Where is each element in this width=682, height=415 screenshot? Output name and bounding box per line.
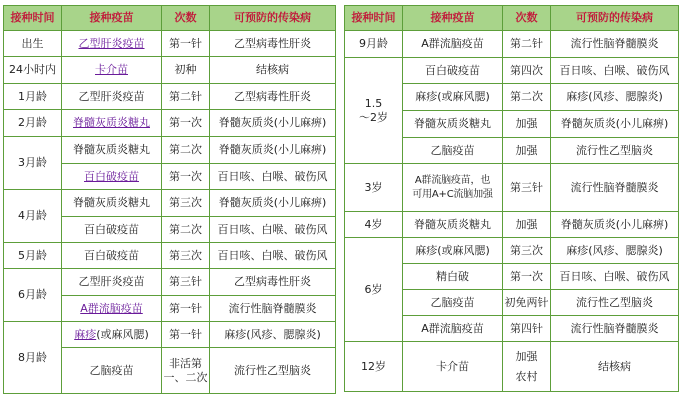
count-cell: 初免两针 — [503, 290, 551, 316]
header-vaccine: 接种疫苗 — [403, 6, 503, 31]
count-cell: 第一针 — [162, 31, 210, 57]
vaccine-cell: 百白破疫苗 — [62, 243, 162, 269]
header-count: 次数 — [503, 6, 551, 31]
table-row — [345, 164, 679, 212]
time-cell: 4岁 — [345, 212, 403, 238]
vaccine-line-2: 可用A+C流脑加强 — [412, 188, 493, 200]
time-cell: 2月龄 — [4, 110, 62, 137]
time-cell: 9月龄 — [345, 31, 403, 58]
disease-cell: 流行性脑脊髓膜炎 — [210, 296, 336, 322]
time-cell: 出生 — [4, 31, 62, 57]
disease-cell: 流行性脑脊髓膜炎 — [551, 164, 679, 212]
count-cell: 第一针 — [162, 296, 210, 322]
count-line-2: 一、二次 — [163, 370, 208, 384]
vaccine-cell — [62, 322, 162, 348]
vaccine-note: (或麻风腮) — [96, 327, 149, 341]
vaccine-cell — [62, 164, 162, 190]
disease-cell: 百日咳、白喉、破伤风 — [551, 58, 679, 84]
disease-cell: 流行性乙型脑炎 — [551, 138, 679, 164]
table-row — [4, 84, 336, 110]
time-cell: 3月龄 — [4, 137, 62, 190]
vaccine-cell: 脊髓灰质炎糖丸 — [62, 190, 162, 217]
count-cell — [503, 342, 551, 392]
disease-cell: 流行性脑脊髓膜炎 — [551, 31, 679, 58]
count-cell: 第二次 — [162, 217, 210, 243]
time-cell: 6岁 — [345, 238, 403, 342]
left-schedule-table — [3, 5, 336, 394]
time-cell: 3岁 — [345, 164, 403, 212]
table-row — [345, 31, 679, 58]
vaccine-cell: 卡介苗 — [403, 342, 503, 392]
vaccine-cell — [62, 57, 162, 84]
table-row — [4, 137, 336, 164]
vaccine-cell: 乙脑疫苗 — [403, 290, 503, 316]
table-row — [4, 57, 336, 84]
vaccine-cell — [62, 296, 162, 322]
header-vaccine: 接种疫苗 — [62, 6, 162, 31]
vaccine-line-1: A群流脑疫苗，也 — [414, 174, 491, 186]
vaccine-cell: A群流脑疫苗 — [403, 316, 503, 342]
disease-cell: 流行性脑脊髓膜炎 — [551, 316, 679, 342]
count-cell: 第三针 — [162, 269, 210, 296]
header-disease: 可预防的传染病 — [551, 6, 679, 31]
disease-cell: 乙型病毒性肝炎 — [210, 84, 336, 110]
vaccine-cell: 百白破疫苗 — [403, 58, 503, 84]
vaccine-cell — [62, 110, 162, 137]
count-cell: 加强 — [503, 111, 551, 138]
table-row — [4, 110, 336, 137]
disease-cell: 流行性乙型脑炎 — [210, 348, 336, 394]
count-cell: 加强 — [503, 138, 551, 164]
vaccine-link[interactable]: A群流脑疫苗 — [80, 301, 143, 315]
vaccine-cell: 乙脑疫苗 — [62, 348, 162, 394]
vaccine-cell: 乙脑疫苗 — [403, 138, 503, 164]
disease-cell: 脊髓灰质炎(小儿麻痹) — [210, 137, 336, 164]
time-line-1: 1.5 — [364, 96, 383, 110]
disease-cell: 流行性乙型脑炎 — [551, 290, 679, 316]
vaccine-cell: 乙型肝炎疫苗 — [62, 84, 162, 110]
right-schedule-table — [344, 5, 679, 392]
count-cell: 第二次 — [503, 84, 551, 111]
vaccine-link[interactable]: 麻疹 — [74, 327, 97, 341]
disease-cell: 脊髓灰质炎(小儿麻痹) — [210, 190, 336, 217]
count-cell: 第一次 — [162, 164, 210, 190]
vaccine-cell: 脊髓灰质炎糖丸 — [62, 137, 162, 164]
count-cell: 初种 — [162, 57, 210, 84]
time-cell: 12岁 — [345, 342, 403, 392]
disease-cell: 麻疹(风疹、腮腺炎) — [551, 238, 679, 264]
count-cell: 第四针 — [503, 316, 551, 342]
count-cell: 第三次 — [162, 190, 210, 217]
vaccine-cell: 脊髓灰质炎糖丸 — [403, 212, 503, 238]
count-cell: 第一次 — [503, 264, 551, 290]
table-row — [345, 212, 679, 238]
time-cell: 5月龄 — [4, 243, 62, 269]
disease-cell: 结核病 — [210, 57, 336, 84]
time-line-2: ～2岁 — [359, 110, 388, 124]
time-cell: 24小时内 — [4, 57, 62, 84]
disease-cell: 脊髓灰质炎(小儿麻痹) — [551, 111, 679, 138]
vaccine-link[interactable]: 卡介苗 — [95, 63, 128, 76]
count-cell: 第三次 — [503, 238, 551, 264]
table-row — [4, 243, 336, 269]
header-time: 接种时间 — [345, 6, 403, 31]
table-row — [4, 322, 336, 348]
disease-cell: 百日咳、白喉、破伤风 — [210, 243, 336, 269]
disease-cell: 结核病 — [551, 342, 679, 392]
header-time: 接种时间 — [4, 6, 62, 31]
count-line-1: 加强 — [515, 349, 538, 363]
table-row — [345, 238, 679, 264]
disease-cell: 麻疹(风疹、腮腺炎) — [210, 322, 336, 348]
vaccine-link[interactable]: 百白破疫苗 — [84, 169, 139, 183]
table-row — [345, 58, 679, 84]
vaccine-cell: 麻疹(或麻风腮) — [403, 238, 503, 264]
count-cell: 第一针 — [162, 322, 210, 348]
disease-cell: 脊髓灰质炎(小儿麻痹) — [551, 212, 679, 238]
vaccine-cell: 麻疹(或麻风腮) — [403, 84, 503, 111]
header-count: 次数 — [162, 6, 210, 31]
count-cell — [162, 348, 210, 394]
count-cell: 第一次 — [162, 110, 210, 137]
vaccine-link[interactable]: 脊髓灰质炎糖丸 — [73, 116, 150, 129]
count-cell: 第三针 — [503, 164, 551, 212]
disease-cell: 脊髓灰质炎(小儿麻痹) — [210, 110, 336, 137]
header-row — [4, 6, 336, 31]
count-line-2: 农村 — [515, 369, 538, 383]
vaccine-cell: 精白破 — [403, 264, 503, 290]
count-line-1: 非活第 — [169, 356, 202, 370]
disease-cell: 百日咳、白喉、破伤风 — [551, 264, 679, 290]
header-disease: 可预防的传染病 — [210, 6, 336, 31]
time-cell: 8月龄 — [4, 322, 62, 394]
header-row — [345, 6, 679, 31]
table-row — [345, 342, 679, 392]
count-cell: 第二次 — [162, 137, 210, 164]
count-cell: 第三次 — [162, 243, 210, 269]
vaccine-cell: A群流脑疫苗 — [403, 31, 503, 58]
time-cell — [345, 58, 403, 164]
disease-cell: 乙型病毒性肝炎 — [210, 269, 336, 296]
count-cell: 加强 — [503, 212, 551, 238]
disease-cell: 麻疹(风疹、腮腺炎) — [551, 84, 679, 111]
vaccine-cell: 百白破疫苗 — [62, 217, 162, 243]
vaccine-link[interactable]: 乙型肝炎疫苗 — [78, 36, 145, 50]
disease-cell: 乙型病毒性肝炎 — [210, 31, 336, 57]
vaccine-cell — [62, 31, 162, 57]
vaccine-cell: 脊髓灰质炎糖丸 — [403, 111, 503, 138]
time-cell: 6月龄 — [4, 269, 62, 322]
count-cell: 第二针 — [162, 84, 210, 110]
table-row — [4, 269, 336, 296]
time-cell: 4月龄 — [4, 190, 62, 243]
disease-cell: 百日咳、白喉、破伤风 — [210, 164, 336, 190]
count-cell: 第四次 — [503, 58, 551, 84]
table-row — [4, 31, 336, 57]
vaccine-cell — [403, 164, 503, 212]
vaccine-cell: 乙型肝炎疫苗 — [62, 269, 162, 296]
time-cell: 1月龄 — [4, 84, 62, 110]
disease-cell: 百日咳、白喉、破伤风 — [210, 217, 336, 243]
table-row — [4, 190, 336, 217]
count-cell: 第二针 — [503, 31, 551, 58]
